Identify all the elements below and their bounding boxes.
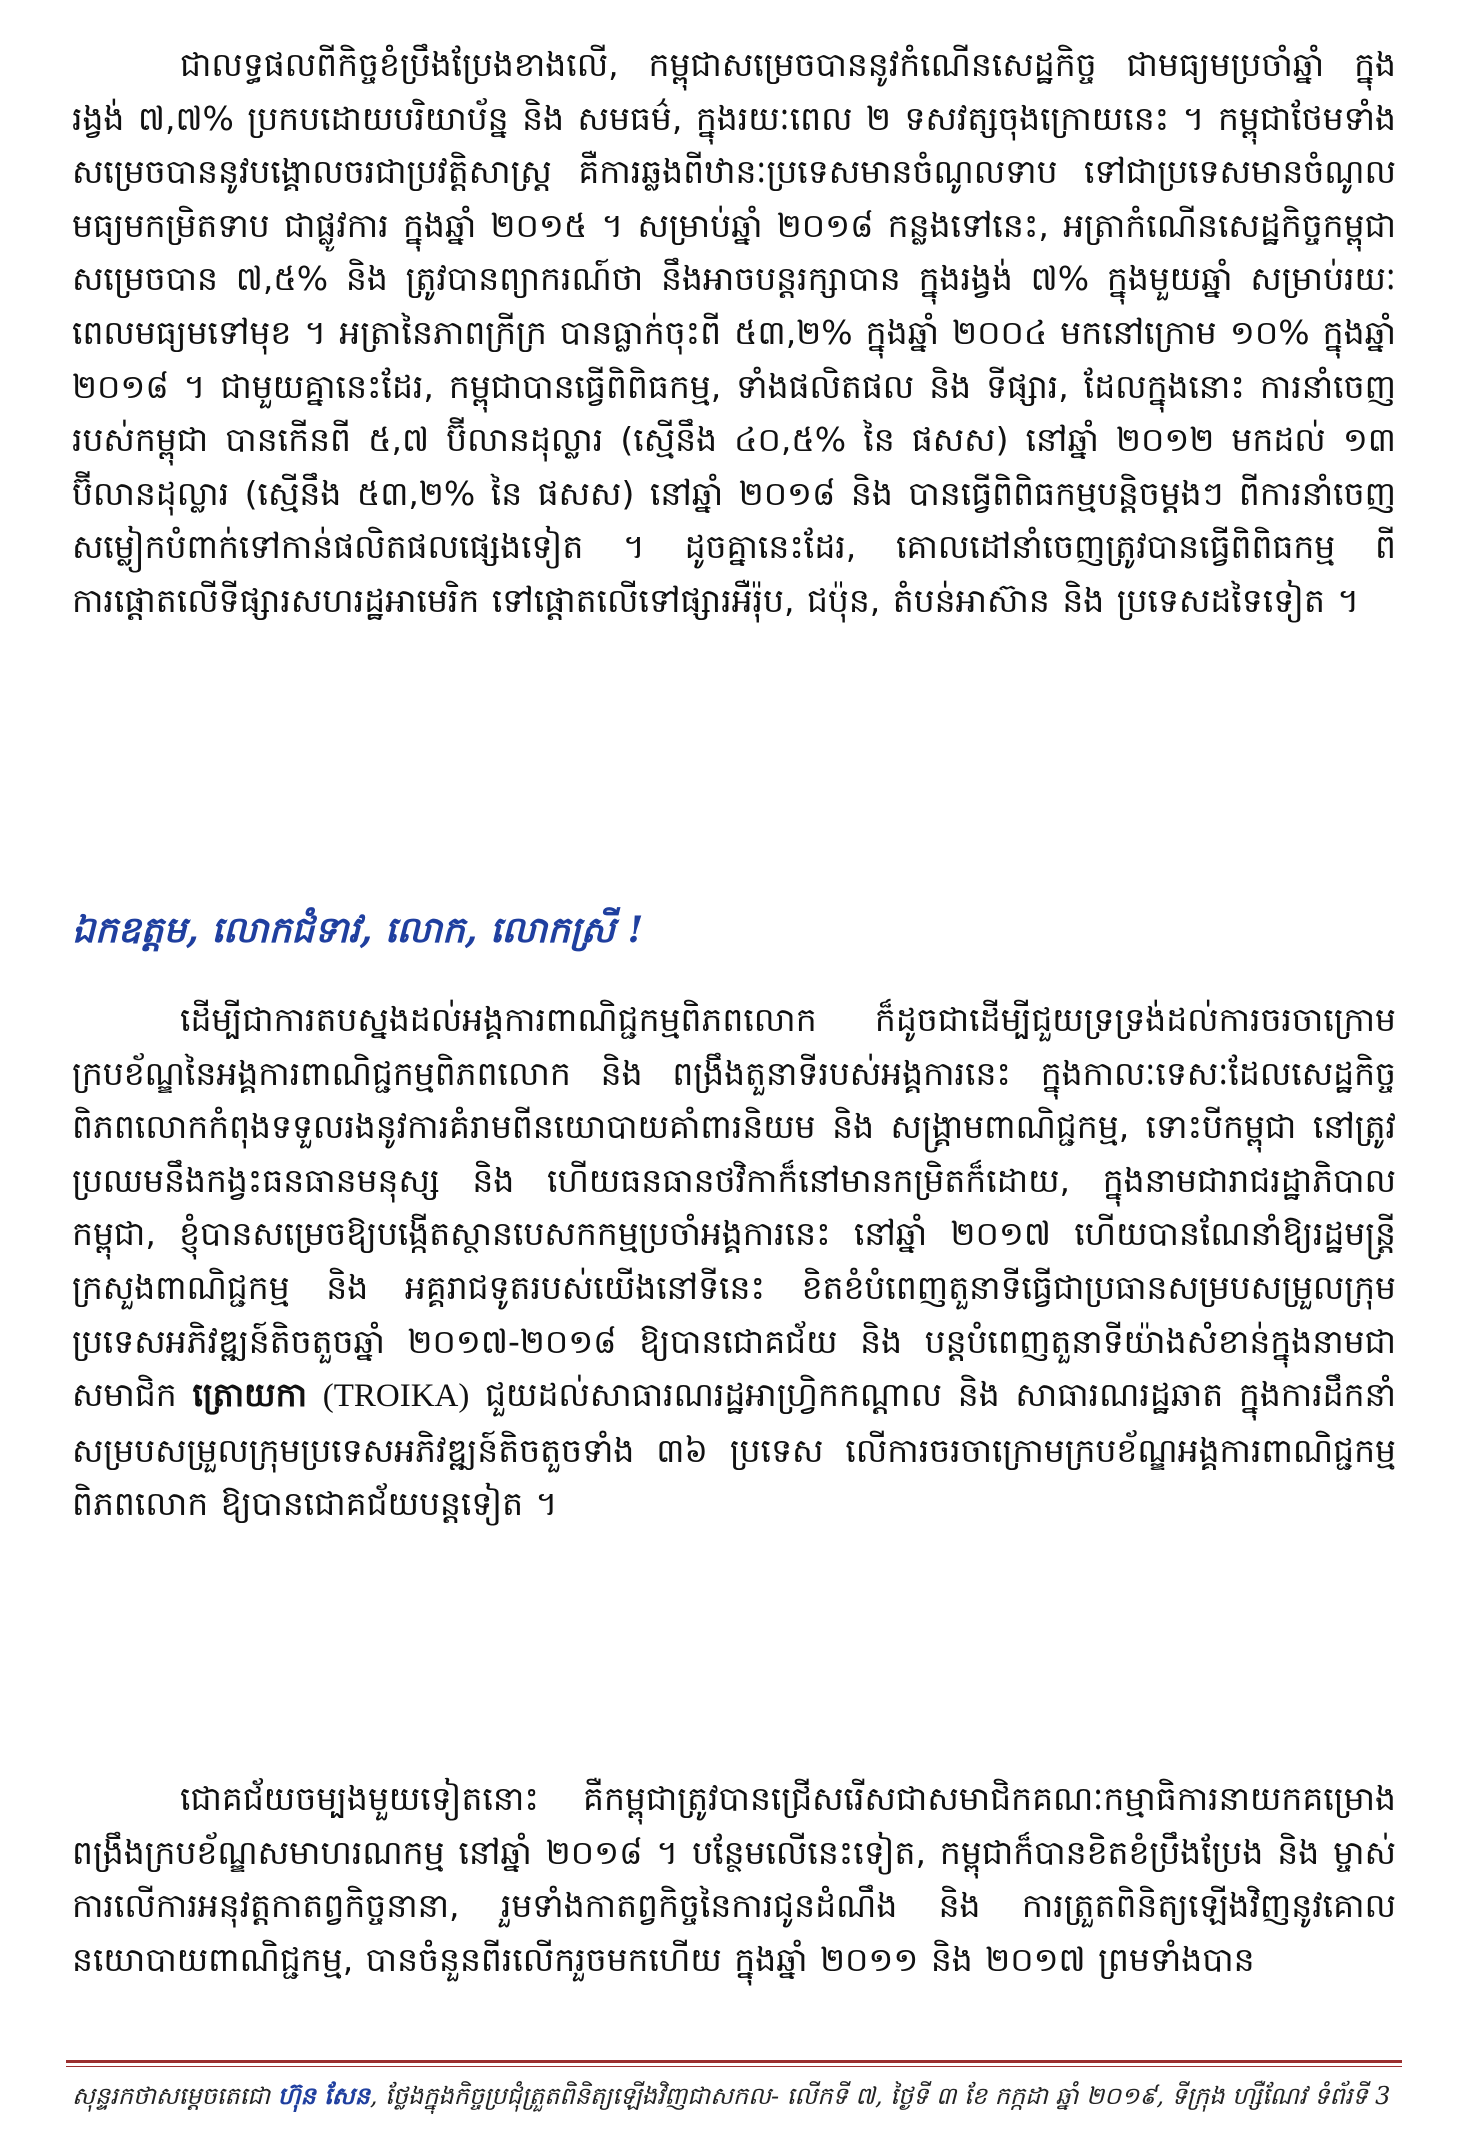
troika-latin-term: (TROIKA) bbox=[322, 1378, 470, 1415]
footer-event-details: , ថ្លែងក្នុងកិច្ចប្រជុំត្រួតពិនិត្យឡើងវិញជាសកល- លើកទី ៧, ថ្ងៃទី ៣ ខែ កក្កដា ឆ្នាំ ២០១៩, ទីក្រុង ហ្សឺណែវ bbox=[369, 2082, 1307, 2110]
footer-divider-thin bbox=[66, 2066, 1402, 2067]
footer-divider bbox=[66, 2060, 1402, 2063]
footer-speaker-name: ហ៊ុន សែន bbox=[277, 2081, 370, 2110]
body-paragraph-3: ជោគជ័យចម្បងមួយទៀតនោះ គឺកម្ពុជាត្រូវបានជ្រើសរើសជាសមាជិកគណៈកម្មាធិការនាយកគម្រោងពង្រឹងក្របខ័ណ្ឌសមាហរណកម្ម នៅឆ្នាំ ២០១៨ ។ បន្ថែមលើនេះទៀត, កម្ពុជាក៏បានខិតខំប្រឹងប្រែង និង ម្ចាស់ការលើការអនុវត្តកាតព្វកិច្ចនានា, រួមទាំងកាតព្វកិច្ចនៃការជូនដំណឹង និង ការត្រួតពិនិត្យឡើងវិញនូវគោលនយោបាយពាណិជ្ជកម្ម, បានចំនួនពីរលើករួចមកហើយ ក្នុងឆ្នាំ ២០១១ និង ២០១៧ ព្រមទាំងបាន bbox=[72, 1779, 1396, 1979]
troika-khmer-term: ត្រោយកា bbox=[192, 1375, 308, 1415]
body-paragraph-1: ជាលទ្ធផលពីកិច្ចខំប្រឹងប្រែងខាងលើ, កម្ពុជាសម្រេចបាននូវកំណើនសេដ្ឋកិច្ច ជាមធ្យមប្រចាំឆ្នាំ ក្នុងរង្វង់ ៧,៧% ប្រកបដោយបរិយាប័ន្ន និង សមធម៌, ក្នុងរយៈពេល ២ ទសវត្សចុងក្រោយនេះ ។ កម្ពុជាថែមទាំងសម្រេចបាននូវបង្គោលចរជាប្រវត្តិសាស្ត្រ គឺការឆ្លងពីឋានៈប្រទេសមានចំណូលទាប ទៅជាប្រទេសមានចំណូលមធ្យមកម្រិតទាប ជាផ្លូវការ ក្នុងឆ្នាំ ២០១៥ ។ សម្រាប់ឆ្នាំ ២០១៨ កន្លងទៅនេះ, អត្រាកំណើនសេដ្ឋកិច្ចកម្ពុជាសម្រេចបាន ៧,៥% និង ត្រូវបានព្យាករណ៍ថា នឹងអាចបន្តរក្សាបាន ក្នុងរង្វង់ ៧% ក្នុងមួយឆ្នាំ សម្រាប់រយៈពេលមធ្យមទៅមុខ ។ អត្រានៃភាពក្រីក្រ បានធ្លាក់ចុះពី ៥៣,២% ក្នុងឆ្នាំ ២០០៤ មកនៅក្រោម ១០% ក្នុងឆ្នាំ ២០១៨ ។ ជាមួយគ្នានេះដែរ, កម្ពុជាបានធ្វើពិពិធកម្ម, ទាំងផលិតផល និង ទីផ្សារ, ដែលក្នុងនោះ ការនាំចេញរបស់កម្ពុជា បានកើនពី ៥,៧ ប៊ីលានដុល្លារ (ស្មើនឹង ៤០,៥% នៃ ផសស) នៅឆ្នាំ ២០១២ មកដល់ ១៣ ប៊ីលានដុល្លារ (ស្មើនឹង ៥៣,២% នៃ ផសស) នៅឆ្នាំ ២០១៨ និង បានធ្វើពិពិធកម្មបន្តិចម្តងៗ ពីការនាំចេញសម្លៀកបំពាក់ទៅកាន់ផលិតផលផ្សេងទៀត ។ ដូចគ្នានេះដែរ, គោលដៅនាំចេញត្រូវបានធ្វើពិពិធកម្ម ពីការផ្តោតលើទីផ្សារសហរដ្ឋអាមេរិក ទៅផ្តោតលើទៅផ្សារអឺរ៉ុប, ជប៉ុន, តំបន់អាស៊ាន និង ប្រទេសដទៃទៀត ។ bbox=[72, 45, 1396, 620]
salutation-heading: ឯកឧត្តម, លោកជំទាវ, លោក, លោកស្រី ! bbox=[72, 909, 644, 951]
paragraph-2-text: ដើម្បីជាការតបស្នងដល់អង្គការពាណិជ្ជកម្មពិភពលោក ក៏ដូចជាដើម្បីជួយទ្រទ្រង់ដល់ការចរចាក្រោមក្របខ័ណ្ឌនៃអង្គការពាណិជ្ជកម្មពិភពលោក និង ពង្រឹងតួនាទីរបស់អង្គការនេះ ក្នុងកាលៈទេសៈដែលសេដ្ឋកិច្ចពិភពលោកកំពុងទទួលរងនូវការគំរាមពីនយោបាយគាំពារនិយម និង សង្គ្រាមពាណិជ្ជកម្ម, ទោះបីកម្ពុជា នៅត្រូវប្រឈមនឹងកង្វះធនធានមនុស្ស និង ហើយធនធានថវិកាក៏នៅមានកម្រិតក៏ដោយ, ក្នុងនាមជារាជរដ្ឋាភិបាលកម្ពុជា, ខ្ញុំបានសម្រេចឱ្យបង្កើតស្ថានបេសកកម្មប្រចាំអង្គការនេះ នៅឆ្នាំ ២០១៧ ហើយបានណែនាំឱ្យរដ្ឋមន្ត្រីក្រសួងពាណិជ្ជកម្ម និង អគ្គរាជទូតរបស់យើងនៅទីនេះ ខិតខំបំពេញតួនាទីធ្វើជាប្រធានសម្របសម្រួលក្រុមប្រទេសអភិវឌ្ឍន៍តិចតួចឆ្នាំ ២០១៧-២០១៨ ឱ្យបានជោគជ័យ និង បន្តបំពេញតួនាទីយ៉ាងសំខាន់ក្នុងនាមជាសមាជិក bbox=[72, 1000, 1396, 1415]
paragraph-2-continuation: ជួយដល់សាធារណរដ្ឋអាហ្វ្រិកកណ្តាល និង សាធារណរដ្ឋឆាត ក្នុងការដឹកនាំសម្របសម្រួលក្រុមប្រទេសអភិវឌ្ឍន៍តិចតួចទាំង ៣៦ ប្រទេស លើការចរចាក្រោមក្របខ័ណ្ឌអង្គការពាណិជ្ជកម្មពិភពលោក ឱ្យបានជោគជ័យបន្តទៀត ។ bbox=[72, 1375, 1396, 1524]
body-paragraph-2 bbox=[72, 993, 1396, 1531]
page-footer bbox=[72, 2078, 1396, 2114]
footer-prefix: សុន្ទរកថាសម្តេចតេជោ bbox=[72, 2082, 271, 2110]
footer-page-number: ទំព័រទី 3 bbox=[1314, 2082, 1391, 2110]
